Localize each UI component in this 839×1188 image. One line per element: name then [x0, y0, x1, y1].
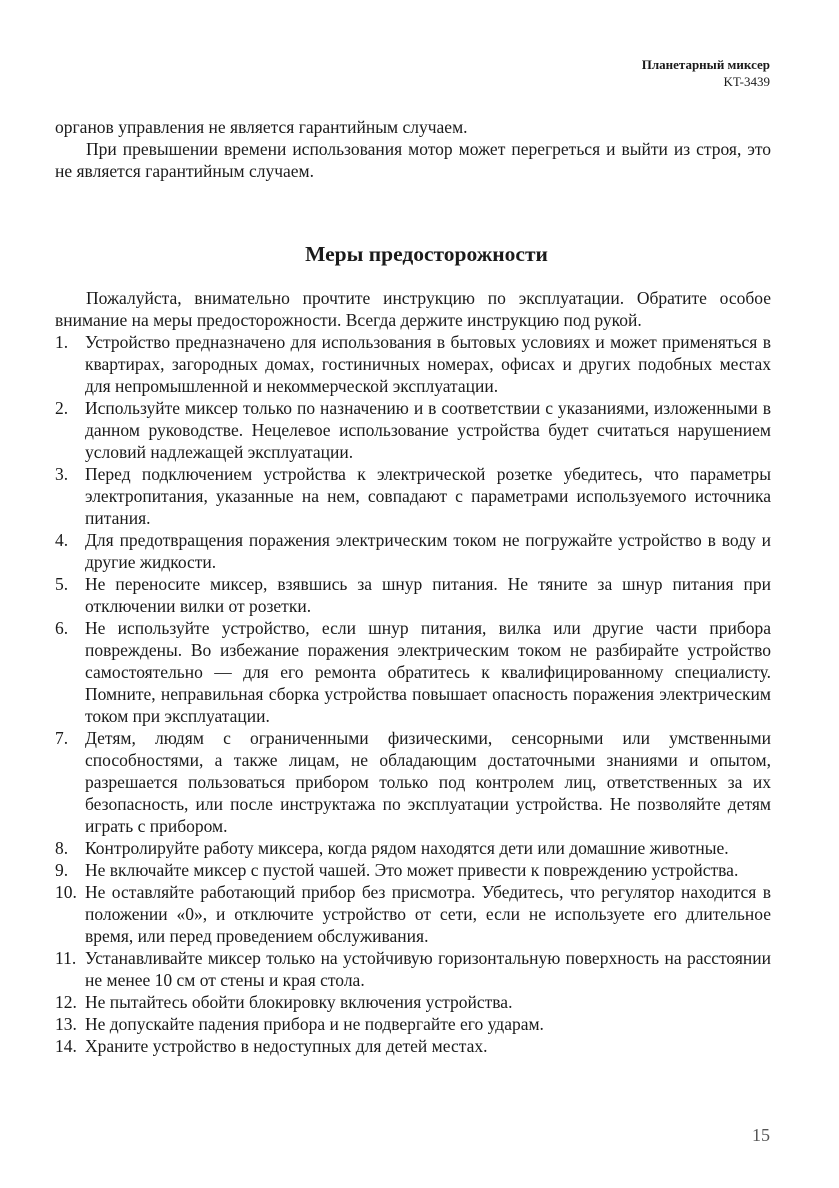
page-number: 15: [752, 1125, 770, 1145]
section-title: Меры предосторожности: [305, 242, 548, 266]
section-lead: Пожалуйста, внимательно прочтите инструкцию по эксплуатации. Обратите особое внимание на меры предосторожности. Всегда держите инструкцию под рукой.: [55, 288, 771, 330]
item-text: Храните устройство в недоступных для детей местах.: [85, 1036, 488, 1056]
list-item: [55, 837, 771, 859]
item-number: 3.: [55, 464, 69, 484]
item-text: Не используйте устройство, если шнур питания, вилка или другие части прибора повреждены. Во избежание поражения электрическим током не разбирайте устройство самостоятельно — для его ремонта обратитесь к квалифицированному специалисту. Помните, неправильная сборка устройства повышает опасность поражения электрическим током при эксплуатации.: [85, 618, 771, 726]
intro-paragraph-1: органов управления не является гарантийным случаем.: [55, 117, 468, 137]
item-text: Не пытайтесь обойти блокировку включения устройства.: [85, 992, 513, 1012]
list-item: [55, 573, 771, 617]
item-number: 9.: [55, 860, 69, 880]
item-text: Не допускайте падения прибора и не подвергайте его ударам.: [85, 1014, 544, 1034]
list-item: [55, 1013, 771, 1035]
list-item: [55, 991, 771, 1013]
item-number: 8.: [55, 838, 69, 858]
model-number: KT-3439: [723, 74, 770, 89]
item-text: Детям, людям с ограниченными физическими, сенсорными или умственными способностями, а также лицам, не обладающим достаточными знаниями и опытом, разрешается пользоваться прибором только под контролем лиц, ответственных за их безопасность, или после инструктажа по эксплуатации устройства. Не позволяйте детям играть с прибором.: [85, 728, 771, 836]
list-item: [55, 859, 771, 881]
item-text: Перед подключением устройства к электрической розетке убедитесь, что параметры электропитания, указанные на нем, совпадают с параметрами используемого источника питания.: [85, 464, 771, 528]
list-item: [55, 331, 771, 397]
precautions-list: [55, 331, 771, 1057]
intro-paragraph-2: При превышении времени использования мотор может перегреться и выйти из строя, это не является гарантийным случаем.: [55, 139, 771, 181]
item-text: Контролируйте работу миксера, когда рядом находятся дети или домашние животные.: [85, 838, 729, 858]
item-number: 12.: [55, 992, 77, 1012]
list-item: [55, 397, 771, 463]
item-number: 4.: [55, 530, 69, 550]
item-text: Используйте миксер только по назначению и в соответствии с указаниями, изложенными в данном руководстве. Нецелевое использование устройства будет считаться нарушением условий надлежащей эксплуатации.: [85, 398, 771, 462]
product-name: Планетарный миксер: [641, 57, 770, 72]
item-text: Не оставляйте работающий прибор без присмотра. Убедитесь, что регулятор находится в положении «0», и отключите устройство от сети, если не используете его длительное время, или перед проведением обслуживания.: [85, 882, 771, 946]
item-number: 5.: [55, 574, 69, 594]
item-text: Устройство предназначено для использования в бытовых условиях и может применяться в квартирах, загородных домах, гостиничных номерах, офисах и других подобных местах для непромышленной и некоммерческой эксплуатации.: [85, 332, 771, 396]
item-number: 13.: [55, 1014, 77, 1034]
item-number: 1.: [55, 332, 69, 352]
item-text: Не переносите миксер, взявшись за шнур питания. Не тяните за шнур питания при отключении вилки от розетки.: [85, 574, 771, 616]
list-item: [55, 727, 771, 837]
page-header: [642, 56, 770, 90]
item-number: 7.: [55, 728, 69, 748]
item-text: Не включайте миксер с пустой чашей. Это может привести к повреждению устройства.: [85, 860, 739, 880]
list-item: [55, 617, 771, 727]
intro-text: [55, 116, 771, 182]
list-item: [55, 529, 771, 573]
item-number: 14.: [55, 1036, 77, 1056]
item-number: 10.: [55, 882, 77, 902]
item-number: 6.: [55, 618, 69, 638]
item-text: Устанавливайте миксер только на устойчивую горизонтальную поверхность на расстоянии не менее 10 см от стены и края стола.: [85, 948, 771, 990]
item-number: 2.: [55, 398, 69, 418]
item-text: Для предотвращения поражения электрическим током не погружайте устройство в воду и другие жидкости.: [85, 530, 771, 572]
item-number: 11.: [55, 948, 77, 968]
precautions-section: [55, 287, 771, 1057]
list-item: [55, 881, 771, 947]
list-item: [55, 1035, 771, 1057]
list-item: [55, 463, 771, 529]
list-item: [55, 947, 771, 991]
